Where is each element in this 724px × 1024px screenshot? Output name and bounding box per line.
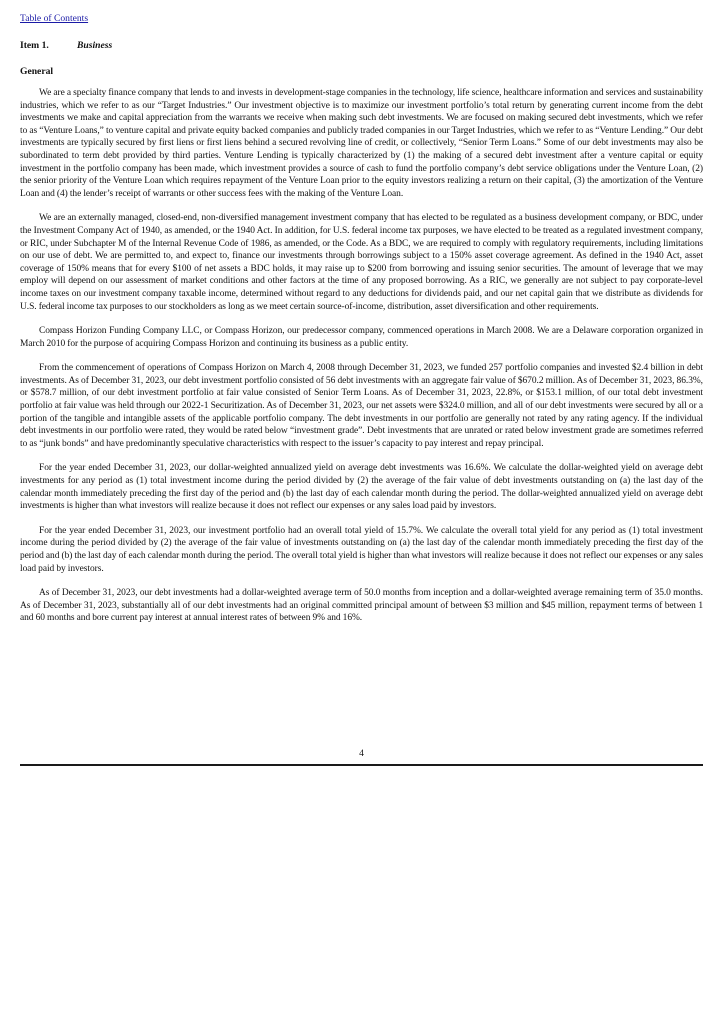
paragraph-overview: We are a specialty finance company that lends to and invests in development-stage companies in the technology, life science, healthcare information and services and sustainability industries, which we refer to as our “Target Industries.” Our investment objective is to maximize our investment portfolio’s total return by generating current income from the debt investments we make and capital appreciation from the warrants we receive when making such debt investments. We are focused on making secured debt investments, which we refer to as “Venture Loans,” to venture capital and private equity backed companies and publicly traded companies in our Target Industries, which we refer to as “Venture Lending.” Our debt investments are typically secured by first liens or first liens behind a secured revolving line of credit, or collectively, “Senior Term Loans.” Some of our debt investments may also be subordinated to term debt provided by third parties. Venture Lending is typically characterized by (1) the making of a secured debt investment after a venture capital or equity investment in the portfolio company has been made, which investment provides a source of cash to fund the portfolio company’s debt service obligations under the Venture Loan, (2) the senior priority of the Venture Loan which requires repayment of the Venture Loan prior to the equity investors realizing a return on their capital, (3) the amortization of the Venture Loan and (4) the lender’s receipt of warrants or other success fees with the making of the Venture Loan.: [20, 88, 703, 199]
table-of-contents-link[interactable]: Table of Contents: [20, 13, 89, 24]
item-number: Item 1.: [20, 40, 49, 51]
paragraph-dollar-weighted-yield: For the year ended December 31, 2023, our dollar-weighted annualized yield on average debt investments was 16.6%. We calculate the dollar-weighted yield on average debt investments for any period as (1) total investment income during the period divided by (2) the average of the fair value of debt investments outstanding on (a) the last day of the calendar month immediately preceding the first day of the period and (b) the last day of each calendar month during the period. The dollar-weighted annualized yield on average debt investments is higher than what investors will realize because it does not reflect our expenses or any sales load paid by investors.: [20, 463, 703, 512]
section-heading: General: [20, 66, 54, 77]
paragraph-portfolio-history: From the commencement of operations of Compass Horizon on March 4, 2008 through December 31, 2023, we funded 257 portfolio companies and invested $2.4 billion in debt investments. As of December 31, 2023, our debt investment portfolio consisted of 56 debt investments with an aggregate fair value of $670.2 million. As of December 31, 2023, 86.3%, or $578.7 million, of our debt investment portfolio at fair value consisted of Senior Term Loans. As of December 31, 2023, 22.8%, or $153.1 million, of our total debt investment portfolio at fair value was held through our 2022-1 Securitization. As of December 31, 2023, our net assets were $324.0 million, and all of our debt investments were secured by all or a portion of the tangible and intangible assets of the applicable portfolio company. The debt investments in our portfolio are generally not rated by any rating agency. If the individual debt investments in our portfolio were rated, they would be rated below “investment grade”. Debt investments that are unrated or rated below investment grade are sometimes referred to as “junk bonds” and have predominantly speculative characteristics with respect to the issuer’s capacity to pay interest and repay principal.: [20, 363, 703, 449]
paragraph-investment-terms: As of December 31, 2023, our debt investments had a dollar-weighted average term of 50.0 months from inception and a dollar-weighted average remaining term of 35.0 months. As of December 31, 2023, substantially all of our debt investments had an original committed principal amount of between $3 million and $45 million, repayment terms of between 1 and 60 months and bore current pay interest at annual interest rates of between 9% and 16%.: [20, 588, 703, 624]
page-number: 4: [359, 748, 364, 759]
paragraph-bdc-regulation: We are an externally managed, closed-end, non-diversified management investment company that has elected to be regulated as a business development company, or BDC, under the Investment Company Act of 1940, as amended, or the 1940 Act. In addition, for U.S. federal income tax purposes, we have elected to be treated as a regulated investment company, or RIC, under Subchapter M of the Internal Revenue Code of 1986, as amended, or the Code. As a BDC, we are required to comply with regulatory requirements, including limitations on our use of debt. We are permitted to, and expect to, finance our investments through borrowings subject to a 150% asset coverage agreement. As defined in the 1940 Act, asset coverage of 150% means that for every $100 of net assets a BDC holds, it may raise up to $200 from borrowing and issuing senior securities. The amount of leverage that we may employ will depend on our assessment of market conditions and other factors at the time of any proposed borrowing. As a RIC, we generally are not subject to pay corporate-level income taxes on our investment company taxable income, determined without regard to any deductions for dividends paid, and our net capital gain that we distribute as dividends for U.S. federal income tax purposes to our stockholders as long as we meet certain source-of-income, distribution, asset diversification and other requirements.: [20, 213, 703, 312]
item-title: Business: [77, 40, 113, 51]
paragraph-total-yield: For the year ended December 31, 2023, our investment portfolio had an overall total yield of 15.7%. We calculate the overall total yield for any period as (1) total investment income during the period divided by (2) the average of the fair value of investments outstanding on (a) the last day of the calendar month immediately preceding the first day of the period and (b) the last day of each calendar month during the period. The overall total yield is higher than what investors will realize because it does not reflect our expenses or any sales load paid by investors.: [20, 525, 703, 574]
footer-divider: [20, 764, 703, 766]
item-heading: [20, 39, 703, 52]
paragraph-predecessor: Compass Horizon Funding Company LLC, or Compass Horizon, our predecessor company, commenced operations in March 2008. We are a Delaware corporation organized in March 2010 for the purpose of acquiring Compass Horizon and continuing its business as a public entity.: [20, 326, 703, 349]
document-page: [20, 8, 703, 759]
